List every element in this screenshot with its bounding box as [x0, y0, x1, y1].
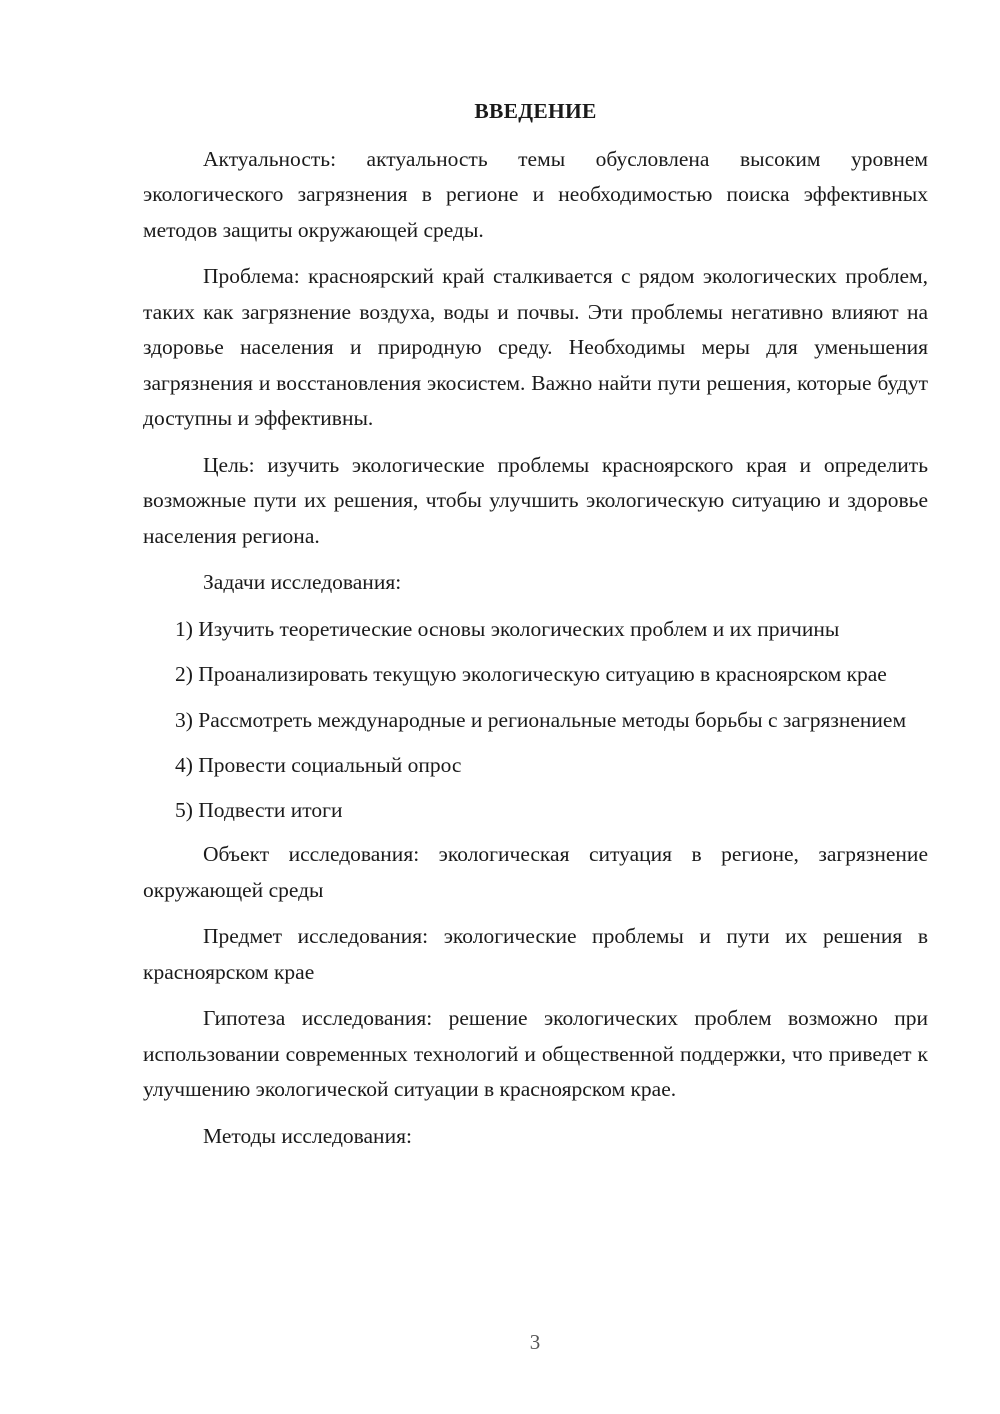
section-title: ВВЕДЕНИЕ	[474, 99, 597, 123]
goal-paragraph: Цель: изучить экологические проблемы красноярского края и определить возможные пути их решения, чтобы улучшить экологическую ситуацию и здоровье населения региона.	[143, 452, 928, 548]
hypothesis-paragraph: Гипотеза исследования: решение экологических проблем возможно при использовании современных технологий и общественной поддержки, что приведет к улучшению экологической ситуации в красноярском крае.	[143, 1006, 928, 1101]
task-item-4: 4) Провести социальный опрос	[175, 753, 462, 777]
document-page	[143, 94, 928, 1165]
object-paragraph: Объект исследования: экологическая ситуация в регионе, загрязнение окружающей среды	[143, 842, 928, 902]
task-item-2: 2) Проанализировать текущую экологическую ситуацию в красноярском крае	[175, 662, 887, 686]
methods-heading: Методы исследования:	[203, 1123, 412, 1148]
relevance-paragraph: Актуальность: актуальность темы обусловлена высоким уровнем экологического загрязнения в регионе и необходимостью поиска эффективных методов защиты окружающей среды.	[143, 146, 928, 242]
page-number: 3	[529, 1330, 541, 1354]
tasks-heading: Задачи исследования:	[203, 570, 402, 594]
task-item-1: 1) Изучить теоретические основы экологических проблем и их причины	[175, 616, 840, 641]
task-item-5: 5) Подвести итоги	[175, 797, 343, 822]
problem-paragraph: Проблема: красноярский край сталкивается с рядом экологических проблем, таких как загрязнение воздуха, воды и почвы. Эти проблемы негативно влияют на здоровье населения и природную среду. Необходимы меры для уменьшения загрязнения и восстановления экосистем. Важно найти пути решения, которые будут доступны и эффективны.	[143, 264, 928, 430]
subject-paragraph: Предмет исследования: экологические проблемы и пути их решения в красноярском крае	[143, 924, 928, 984]
task-item-3: 3) Рассмотреть международные и региональные методы борьбы с загрязнением	[175, 707, 907, 732]
